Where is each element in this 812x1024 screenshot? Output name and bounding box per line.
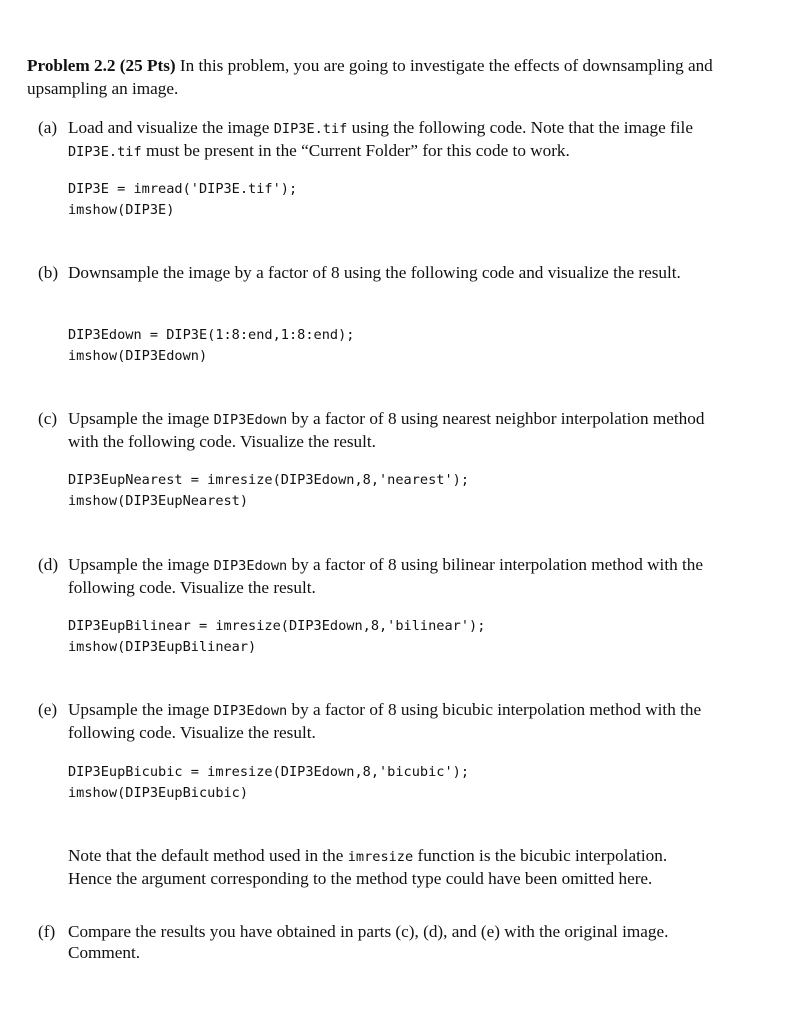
- part-c-text-post: by a factor of 8 using nearest neighbor interpolation method with the following code. Visualize the result.: [68, 409, 705, 451]
- code-line: imshow(DIP3Edown): [68, 348, 208, 364]
- part-c-text-pre: Upsample the image: [68, 409, 214, 428]
- part-a-text: [68, 117, 713, 163]
- part-c-label: (c): [38, 409, 58, 428]
- part-f: [38, 921, 713, 963]
- part-d: [38, 554, 713, 598]
- part-e-text: [68, 699, 713, 743]
- part-c-code-block: [68, 470, 708, 512]
- part-e-text-pre: Upsample the image: [68, 700, 214, 719]
- note-paragraph: [68, 845, 713, 889]
- problem-heading: Problem 2.2: [27, 56, 116, 75]
- part-d-label: (d): [38, 555, 59, 574]
- problem-intro: In this problem, you are going to investigate the effects of downsampling and upsampling an image.: [27, 56, 713, 98]
- part-f-text: Compare the results you have obtained in parts (c), (d), and (e) with the original image. Comment.: [68, 922, 669, 962]
- code-line: DIP3Edown = DIP3E(1:8:end,1:8:end);: [68, 327, 355, 343]
- part-e-label: (e): [38, 700, 58, 719]
- part-d-text-pre: Upsample the image: [68, 555, 214, 574]
- part-c-code-ref: DIP3Edown: [213, 412, 288, 428]
- part-b-label: (b): [38, 263, 59, 282]
- code-line: DIP3EupBilinear = imresize(DIP3Edown,8,'bilinear');: [68, 618, 486, 634]
- part-a-label: (a): [38, 118, 58, 137]
- code-line: imshow(DIP3EupBilinear): [68, 639, 257, 655]
- part-b-code-block: [68, 325, 708, 367]
- code-line: imshow(DIP3EupNearest): [68, 493, 249, 509]
- note-text-post: function is the bicubic interpolation. Hence the argument corresponding to the method type could have been omitted here.: [68, 846, 668, 888]
- code-line: DIP3E = imread('DIP3E.tif');: [68, 181, 298, 197]
- part-d-text-post: by a factor of 8 using bilinear interpolation method with the following code. Visualize the result.: [68, 555, 703, 597]
- code-line: DIP3EupBicubic = imresize(DIP3Edown,8,'bicubic');: [68, 764, 470, 780]
- part-e-code-ref: DIP3Edown: [213, 703, 288, 719]
- part-b-text: Downsample the image by a factor of 8 using the following code and visualize the result.: [68, 263, 681, 282]
- part-a-code-block: [68, 179, 708, 221]
- code-line: imshow(DIP3E): [68, 202, 175, 218]
- problem-points: (25 Pts): [119, 56, 176, 75]
- part-e: [38, 699, 713, 743]
- part-a-text-post: must be present in the “Current Folder” for this code to work.: [141, 141, 570, 160]
- code-line: DIP3EupNearest = imresize(DIP3Edown,8,'nearest');: [68, 472, 470, 488]
- part-a-code-ref-1: DIP3E.tif: [273, 121, 348, 137]
- part-e-code-block: [68, 762, 708, 804]
- problem-statement: [27, 54, 717, 100]
- code-line: imshow(DIP3EupBicubic): [68, 785, 249, 801]
- part-d-code-ref: DIP3Edown: [213, 558, 288, 574]
- part-c: [38, 408, 713, 452]
- part-f-label: (f): [38, 922, 56, 941]
- part-c-text: [68, 408, 713, 452]
- part-a-code-ref-2: DIP3E.tif: [68, 144, 142, 160]
- part-d-code-block: [68, 616, 708, 658]
- part-e-text-post: by a factor of 8 using bicubic interpolation method with the following code. Visualize the result.: [68, 700, 702, 742]
- note-text-pre: Note that the default method used in the: [68, 846, 348, 865]
- part-a-text-mid: using the following code. Note that the image file: [347, 118, 693, 137]
- note-code-ref: imresize: [347, 849, 414, 865]
- part-a-text-pre: Load and visualize the image: [68, 118, 274, 137]
- part-b: [38, 262, 713, 283]
- part-d-text: [68, 554, 713, 598]
- part-a: [38, 117, 713, 163]
